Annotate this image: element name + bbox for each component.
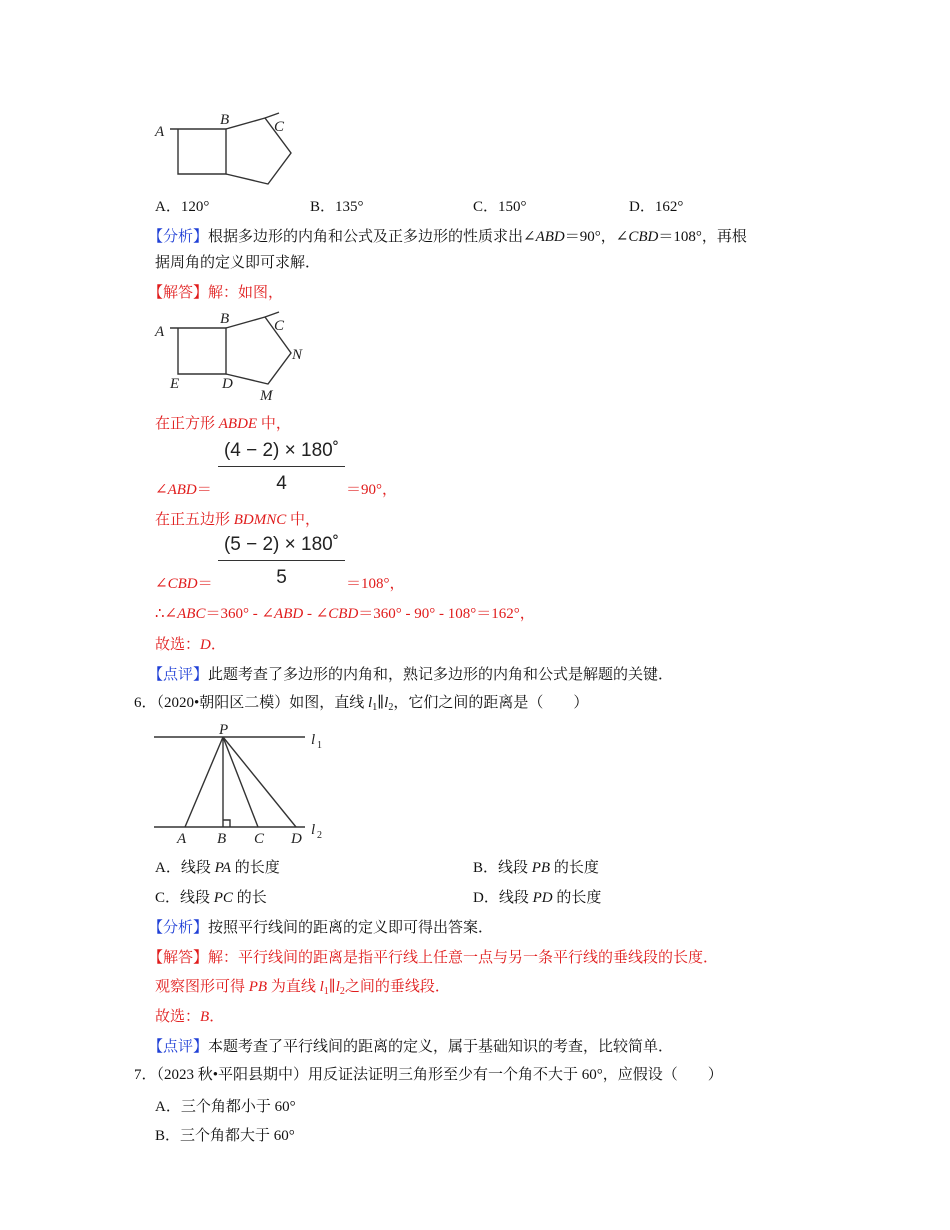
text-segment: ∴∠ xyxy=(155,606,178,622)
q5-comment xyxy=(148,665,673,685)
label-b: B xyxy=(220,311,230,327)
solution-line xyxy=(155,604,535,624)
text-segment: l xyxy=(384,695,389,711)
text-segment: 根据多边形的内角和公式及正多边形的性质求出∠ xyxy=(208,229,536,245)
text-segment: ∥ xyxy=(328,979,336,995)
text-segment: ABD xyxy=(167,482,197,498)
analysis-text xyxy=(208,229,747,245)
solution-line xyxy=(155,574,213,594)
subscript: 1 xyxy=(372,702,378,713)
text-segment: ∥ xyxy=(377,695,385,711)
comment-tag: 【点评】 xyxy=(148,1039,209,1055)
text-segment: ＝360° - 90° - 108°＝162°， xyxy=(358,606,535,622)
label-c: C xyxy=(274,318,285,334)
answer-text: 解：如图， xyxy=(208,285,284,301)
question-number: 6． xyxy=(134,695,157,711)
comment-text: 本题考查了平行线间的距离的定义，属于基础知识的考查，比较简单． xyxy=(208,1039,674,1055)
analysis-text: 按照平行线间的距离的定义即可得出答案． xyxy=(208,920,494,936)
parallel-lines-figure xyxy=(150,722,335,847)
label-b: B xyxy=(220,112,230,128)
answer-text: 解：平行线间的距离是指平行线上任意一点与另一条平行线的垂线段的长度． xyxy=(208,950,719,966)
denominator: 5 xyxy=(276,567,287,588)
text-segment: ，它们之间的距离是（ ） xyxy=(393,695,589,711)
text-segment: PA xyxy=(214,860,231,876)
text-segment: CBD xyxy=(328,606,359,622)
q7-option-a: A．三个角都小于 60° xyxy=(155,1099,296,1115)
q6-answer xyxy=(148,948,718,968)
text-segment: PD xyxy=(532,890,553,906)
square-pentagon-labeled-figure xyxy=(150,305,320,405)
text-segment: l xyxy=(319,979,324,995)
text-segment: 据周角的定义即可求解． xyxy=(155,255,321,271)
solution-choice xyxy=(155,635,226,655)
text-segment: ． xyxy=(210,637,226,653)
comment-tag: 【点评】 xyxy=(148,667,209,683)
subscript: 1 xyxy=(323,986,329,997)
label-l1: l xyxy=(311,732,316,748)
text-segment: B xyxy=(200,1009,210,1025)
text-segment: C．线段 xyxy=(155,890,214,906)
q5-option-d: D．162° xyxy=(629,199,684,215)
label-e: E xyxy=(170,376,180,392)
q5-answer xyxy=(148,283,283,303)
text-segment: ＝360° - ∠ xyxy=(205,606,275,622)
comment-text: 此题考查了多边形的内角和，熟记多边形的内角和公式是解题的关键． xyxy=(208,667,674,683)
text-segment: D xyxy=(200,637,211,653)
answer-tag: 【解答】 xyxy=(148,950,209,966)
q6-option-b xyxy=(473,858,599,878)
text-segment: （2020•朝阳区二模）如图，直线 xyxy=(156,695,369,711)
text-segment: PB xyxy=(531,860,551,876)
text-segment: BDMNC xyxy=(233,512,287,528)
q6-stem xyxy=(134,693,588,718)
analysis-tag: 【分析】 xyxy=(148,229,209,245)
text-segment: PB xyxy=(248,979,268,995)
solution-line xyxy=(155,414,291,434)
text-segment: 之间的垂线段． xyxy=(344,979,450,995)
text-segment: ∠ xyxy=(155,482,168,498)
question-text xyxy=(157,695,589,711)
subscript: 2 xyxy=(339,986,345,997)
text-segment: ＝ xyxy=(196,482,212,498)
text-segment: D．线段 xyxy=(473,890,533,906)
fraction-abd xyxy=(218,440,345,495)
analysis-text-cont xyxy=(155,253,320,273)
label-d: D xyxy=(291,831,302,847)
text-segment: 故选： xyxy=(155,1009,201,1025)
text-segment: ABD xyxy=(274,606,304,622)
solution-line: ＝108°， xyxy=(346,576,405,592)
numerator: (4 − 2) × 180˚ xyxy=(223,440,340,461)
text-segment: 为直线 xyxy=(267,979,320,995)
text-segment: ＝ xyxy=(197,576,213,592)
text-segment: CBD xyxy=(628,229,659,245)
text-segment: ． xyxy=(209,1009,225,1025)
label-c: C xyxy=(254,831,265,847)
analysis-tag: 【分析】 xyxy=(148,920,209,936)
q5-option-a: A．120° xyxy=(155,199,210,215)
label-a: A xyxy=(155,124,165,140)
label-p: P xyxy=(219,722,229,738)
text-segment: A．线段 xyxy=(155,860,215,876)
q7-stem xyxy=(134,1065,723,1085)
text-segment: PC xyxy=(213,890,233,906)
text-segment: l xyxy=(368,695,373,711)
q6-option-a xyxy=(155,858,280,878)
label-a: A xyxy=(177,831,187,847)
q5-option-c: C．150° xyxy=(473,199,527,215)
q5-analysis xyxy=(148,227,747,247)
text-segment: 的长度 xyxy=(550,860,599,876)
label-a: A xyxy=(155,324,165,340)
question-number: 7． xyxy=(134,1067,157,1083)
square-pentagon-figure xyxy=(150,105,310,195)
text-segment: 中， xyxy=(257,416,291,432)
text-segment: 故选： xyxy=(155,637,201,653)
numerator: (5 − 2) × 180˚ xyxy=(223,534,340,555)
text-segment: 的长度 xyxy=(552,890,602,906)
text-segment: ∠ xyxy=(155,576,168,592)
text-segment: 在正方形 xyxy=(155,416,219,432)
subscript: 2 xyxy=(388,702,394,713)
q7-option-b: B．三个角都大于 60° xyxy=(155,1128,295,1144)
solution-line: ＝90°， xyxy=(346,482,397,498)
text-segment: 观察图形可得 xyxy=(155,979,249,995)
label-l2-sub: 2 xyxy=(317,830,322,841)
label-b: B xyxy=(217,831,227,847)
text-segment: CBD xyxy=(167,576,198,592)
text-segment: 的长 xyxy=(232,890,267,906)
solution-line xyxy=(155,510,320,530)
q6-analysis xyxy=(148,918,493,938)
text-segment: 的长度 xyxy=(231,860,280,876)
text-segment: 中， xyxy=(286,512,321,528)
denominator: 4 xyxy=(276,473,287,494)
solution-choice xyxy=(155,1007,224,1027)
text-segment: ABD xyxy=(535,229,565,245)
text-segment: - ∠ xyxy=(303,606,329,622)
text-segment: ＝108°，再根 xyxy=(658,229,747,245)
q6-option-d xyxy=(473,888,601,908)
label-n: N xyxy=(292,347,303,363)
label-l2: l xyxy=(311,822,316,838)
text-segment: 在正五边形 xyxy=(155,512,234,528)
label-d: D xyxy=(222,376,233,392)
q6-option-c xyxy=(155,888,267,908)
label-c: C xyxy=(274,119,285,135)
solution-line xyxy=(155,480,212,500)
text-segment: ABDE xyxy=(218,416,258,432)
fraction-cbd xyxy=(218,534,345,589)
answer-tag: 【解答】 xyxy=(148,285,209,301)
text-segment: ABC xyxy=(177,606,206,622)
label-m: M xyxy=(260,388,273,404)
question-text: （2023 秋•平阳县期中）用反证法证明三角形至少有一个角不大于 60°，应假设（ ） xyxy=(156,1067,723,1083)
q5-option-b: B．135° xyxy=(310,199,364,215)
label-l1-sub: 1 xyxy=(317,740,322,751)
text-segment: ＝90°，∠ xyxy=(564,229,629,245)
text-segment: l xyxy=(335,979,340,995)
text-segment: B．线段 xyxy=(473,860,532,876)
q6-comment xyxy=(148,1037,673,1057)
solution-line xyxy=(155,977,450,1002)
